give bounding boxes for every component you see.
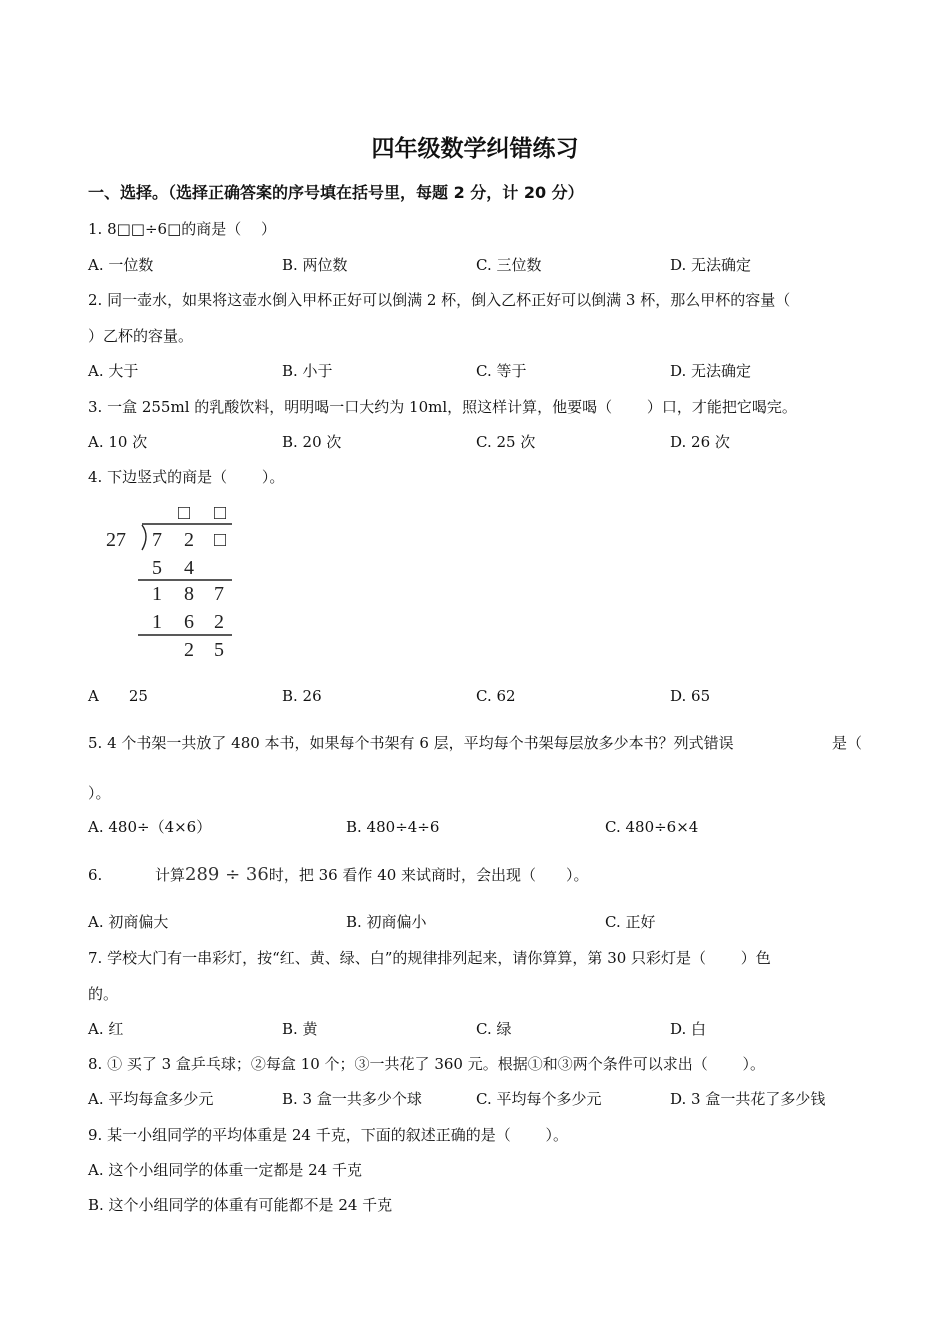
q7-stem-line1: 7. 学校大门有一串彩灯，按“红、黄、绿、白”的规律排列起来，请你算算，第 30 只彩灯是（ ）色	[88, 949, 771, 967]
q5-option-a: A. 480÷（4×6）	[88, 818, 212, 836]
q6-option-a: A. 初商偏大	[88, 913, 169, 931]
q6-option-c: C. 正好	[605, 913, 656, 931]
q3-option-c: C. 25 次	[476, 433, 536, 451]
remainder-digit-1: 2	[184, 639, 194, 661]
q6-expression: 289 ÷ 36	[185, 864, 269, 885]
q4-option-b: B. 26	[282, 687, 322, 705]
q1-option-d: D. 无法确定	[670, 256, 752, 274]
q8-option-a: A. 平均每盒多少元	[88, 1090, 214, 1108]
step2-digit-3: 7	[214, 583, 224, 605]
q5-option-b: B. 480÷4÷6	[346, 818, 440, 836]
q5-stem-end: 是（	[832, 734, 863, 752]
q3-stem: 3. 一盒 255ml 的乳酸饮料，明明喝一口大约为 10ml，照这样计算，他要喝（ ）口，才能把它喝完。	[88, 398, 797, 416]
q4-stem: 4. 下边竖式的商是（ ）。	[88, 468, 285, 486]
divisor: 27	[106, 529, 126, 551]
page-title: 四年级数学纠错练习	[371, 136, 579, 162]
q7-option-d: D. 白	[670, 1020, 707, 1038]
q3-option-b: B. 20 次	[282, 433, 342, 451]
quotient-digit-1: □	[178, 502, 191, 524]
q8-stem: 8. ① 买了 3 盒乒乓球；②每盒 10 个；③一共花了 360 元。根据①和③两个条件可以求出（ ）。	[88, 1055, 765, 1073]
q2-stem-line1: 2. 同一壶水，如果将这壶水倒入甲杯正好可以倒满 2 杯，倒入乙杯正好可以倒满 3 杯，那么甲杯的容量（	[88, 291, 791, 309]
q8-option-d: D. 3 盒一共花了多少钱	[670, 1090, 826, 1108]
step2-digit-1: 1	[152, 583, 162, 605]
division-bracket	[142, 525, 146, 550]
q7-option-c: C. 绿	[476, 1020, 512, 1038]
remainder-digit-2: 5	[214, 639, 224, 661]
q2-option-d: D. 无法确定	[670, 362, 752, 380]
step3-digit-3: 2	[214, 611, 224, 633]
step1-digit-1: 5	[152, 557, 162, 579]
q2-option-b: B. 小于	[282, 362, 333, 380]
q5-stem-line1: 5. 4 个书架一共放了 480 本书，如果每个书架有 6 层，平均每个书架每层放多少本书？列式错误	[88, 734, 734, 752]
q7-stem-line2: 的。	[88, 985, 119, 1003]
section-heading: 一、选择。（选择正确答案的序号填在括号里，每题 2 分，计 20 分）	[88, 183, 584, 202]
quotient-digit-2: □	[214, 502, 227, 524]
q1-option-a: A. 一位数	[88, 256, 154, 274]
q1-option-b: B. 两位数	[282, 256, 348, 274]
step3-digit-1: 1	[152, 611, 162, 633]
q6-stem-post: 时，把 36 看作 40 来试商时，会出现（ ）。	[268, 866, 589, 884]
q6-option-b: B. 初商偏小	[346, 913, 427, 931]
q6-stem-pre: 计算	[155, 866, 186, 884]
q2-option-c: C. 等于	[476, 362, 527, 380]
q1-stem: 1. 8□□÷6□的商是（ ）	[88, 220, 277, 238]
q2-stem-line2: ）乙杯的容量。	[88, 327, 194, 345]
q3-option-d: D. 26 次	[670, 433, 730, 451]
dividend-digit-2: 2	[184, 529, 194, 551]
q6-number: 6.	[88, 866, 103, 884]
q5-option-c: C. 480÷6×4	[605, 818, 699, 836]
dividend-digit-1: 7	[152, 529, 162, 551]
step2-digit-2: 8	[184, 583, 194, 605]
q9-option-a: A. 这个小组同学的体重一定都是 24 千克	[88, 1161, 362, 1179]
q5-stem-line2: ）。	[88, 784, 111, 802]
q3-option-a: A. 10 次	[88, 433, 148, 451]
q8-option-c: C. 平均每个多少元	[476, 1090, 602, 1108]
q8-option-b: B. 3 盒一共多少个球	[282, 1090, 422, 1108]
q9-option-b: B. 这个小组同学的体重有可能都不是 24 千克	[88, 1196, 393, 1214]
q4-option-a: A 25	[88, 687, 148, 705]
step3-digit-2: 6	[184, 611, 194, 633]
long-division-figure	[100, 498, 240, 663]
step1-digit-2: 4	[184, 557, 194, 579]
q6-stem	[155, 865, 589, 885]
dividend-digit-3: □	[214, 529, 227, 551]
q7-option-b: B. 黄	[282, 1020, 318, 1038]
q2-option-a: A. 大于	[88, 362, 139, 380]
q9-stem: 9. 某一小组同学的平均体重是 24 千克，下面的叙述正确的是（ ）。	[88, 1126, 568, 1144]
q4-option-d: D. 65	[670, 687, 711, 705]
q4-option-c: C. 62	[476, 687, 516, 705]
q1-option-c: C. 三位数	[476, 256, 542, 274]
q7-option-a: A. 红	[88, 1020, 124, 1038]
